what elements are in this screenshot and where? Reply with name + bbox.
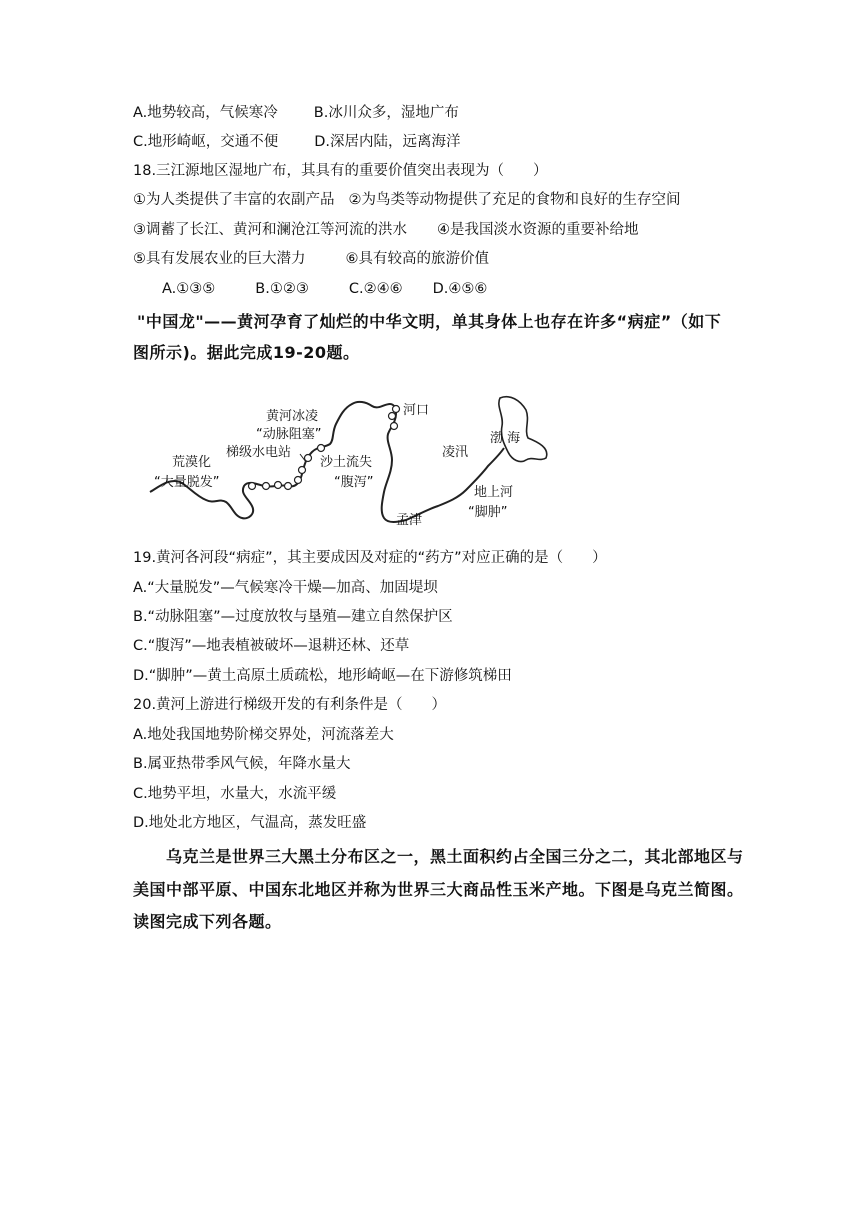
q19-option-a: A.“大量脱发”—气候寒冷干燥—加高、加固堤坝 xyxy=(133,580,438,596)
label-sand-2: “腹泻” xyxy=(334,475,374,490)
q19-option-b: B.“动脉阻塞”—过度放牧与垦殖—建立自然保护区 xyxy=(133,609,453,625)
label-raised-2: “脚肿” xyxy=(468,505,508,520)
intro2-line-3: 读图完成下列各题。 xyxy=(133,912,282,931)
q19-stem: 19.黄河各河段“病症”，其主要成因及对症的“药方”对应正确的是（ ） xyxy=(133,550,607,566)
q18-option-c: C.②④⑥ xyxy=(348,281,403,297)
q18-statement-row-1 xyxy=(133,190,681,210)
label-sand-1: 沙土流失 xyxy=(320,455,373,470)
q18-options xyxy=(162,279,487,299)
q17-option-a: A.地势较高，气候寒冷 xyxy=(133,105,278,121)
intro2-line-2: 美国中部平原、中国东北地区并称为世界三大商品性玉米产地。下图是乌克兰简图。 xyxy=(133,880,744,899)
q18-statement-6: ⑥具有较高的旅游价值 xyxy=(345,251,489,267)
yellow-river-map xyxy=(148,390,558,540)
label-raised-1: 地上河 xyxy=(474,485,514,500)
q18-statement-3: ③调蓄了长江、黄河和澜沧江等河流的洪水 xyxy=(133,222,407,238)
intro2-line-1: 乌克兰是世界三大黑土分布区之一，黑土面积约占全国三分之二，其北部地区与 xyxy=(166,847,744,866)
hekou-marker xyxy=(393,406,400,413)
intro1-line-2: 图所示)。据此完成19-20题。 xyxy=(133,343,360,362)
q18-stem: 18.三江源地区湿地广布，其具有的重要价值突出表现为（ ） xyxy=(133,163,548,179)
q20-option-a: A.地处我国地势阶梯交界处，河流落差大 xyxy=(133,727,394,743)
label-bohai: 渤 海 xyxy=(490,431,521,446)
q20-option-b: B.属亚热带季风气候，年降水量大 xyxy=(133,756,351,772)
q19-option-c: C.“腹泻”—地表植被破坏—退耕还林、还草 xyxy=(133,638,410,654)
q18-statement-2: ②为鸟类等动物提供了充足的食物和良好的生存空间 xyxy=(348,192,681,208)
q17-option-row-2 xyxy=(133,132,461,152)
label-hekou: 河口 xyxy=(403,403,430,418)
q18-statement-4: ④是我国淡水资源的重要补给地 xyxy=(437,222,639,238)
q17-option-c: C.地形崎岖，交通不便 xyxy=(133,134,279,150)
q19-option-d: D.“脚肿”—黄土高原土质疏松，地形崎岖—在下游修筑梯田 xyxy=(133,668,512,684)
label-lingxun: 凌汛 xyxy=(442,445,469,460)
q18-statement-5: ⑤具有发展农业的巨大潜力 xyxy=(133,251,306,267)
label-hydro: 梯级水电站 xyxy=(226,445,292,460)
q20-option-c: C.地势平坦，水量大，水流平缓 xyxy=(133,786,337,802)
label-ice-1: 黄河冰凌 xyxy=(266,409,319,424)
bohai-coastline xyxy=(499,397,547,462)
q17-option-b: B.冰川众多，湿地广布 xyxy=(313,105,459,121)
q18-option-b: B.①②③ xyxy=(255,281,309,297)
q20-option-d: D.地处北方地区，气温高，蒸发旺盛 xyxy=(133,815,367,831)
q18-option-a: A.①③⑤ xyxy=(162,281,216,297)
intro1-line-1: "中国龙"——黄河孕育了灿烂的中华文明，单其身体上也存在许多“病症”（如下 xyxy=(137,312,722,331)
q20-stem: 20.黄河上游进行梯级开发的有利条件是（ ） xyxy=(133,697,447,713)
q18-option-d: D.④⑤⑥ xyxy=(432,281,488,297)
label-desert-2: “大量脱发” xyxy=(154,475,220,490)
label-ice-2: “动脉阻塞” xyxy=(256,427,322,442)
q18-statement-row-2 xyxy=(133,220,639,240)
label-mengjin: 孟津 xyxy=(396,513,423,528)
q18-statement-1: ①为人类提供了丰富的农副产品 xyxy=(133,192,335,208)
label-desert-1: 荒漠化 xyxy=(172,455,212,470)
q18-statement-row-3 xyxy=(133,249,489,269)
q17-option-d: D.深居内陆，远离海洋 xyxy=(314,134,461,150)
q17-option-row-1 xyxy=(133,103,459,123)
